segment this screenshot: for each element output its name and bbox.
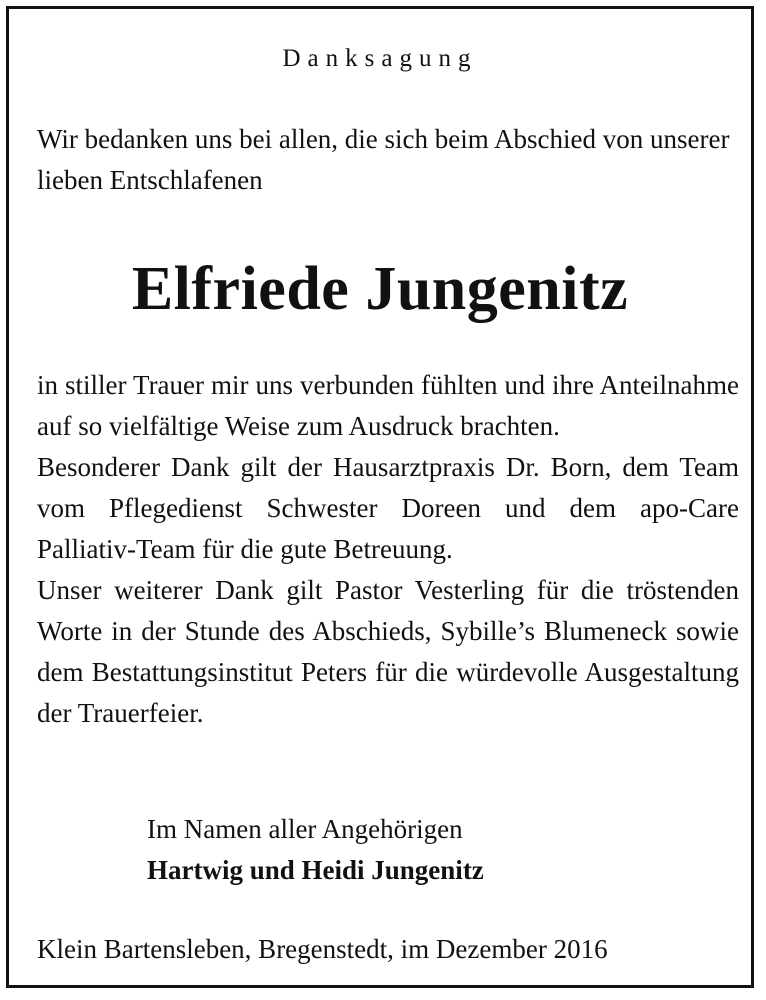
body-text bbox=[37, 365, 739, 734]
signature-block bbox=[147, 809, 484, 891]
signature-names: Hartwig und Heidi Jungenitz bbox=[147, 855, 484, 885]
paragraph-special-thanks: Besonderer Dank gilt der Hausarztpraxis Dr. Born, dem Team vom Pflegedienst Schwester Doreen und dem apo-Care Palliativ-Team für die gute Betreuung. bbox=[37, 452, 739, 564]
deceased-name: Elfriede Jungenitz bbox=[131, 255, 629, 323]
intro-text: Wir bedanken uns bei allen, die sich beim Abschied von unserer lieben Entschlafenen bbox=[37, 124, 730, 195]
paragraph-further-thanks: Unser weiterer Dank gilt Pastor Vesterling für die tröstenden Worte in der Stunde des Abschieds, Sybille’s Blumeneck sowie dem Bestattungsinstitut Peters für die würdevolle Ausgestaltung der Trauerfeier. bbox=[37, 575, 739, 728]
place-and-date: Klein Bartensleben, Bregenstedt, im Dezember 2016 bbox=[37, 934, 608, 964]
signature-line: Im Namen aller Angehörigen bbox=[147, 814, 463, 844]
notice-heading: Danksagung bbox=[282, 45, 478, 72]
obituary-thank-you-notice bbox=[6, 6, 754, 988]
paragraph-condolences: in stiller Trauer mir uns verbunden fühlten und ihre Anteilnahme auf so vielfältige Weise zum Ausdruck brachten. bbox=[37, 370, 739, 441]
